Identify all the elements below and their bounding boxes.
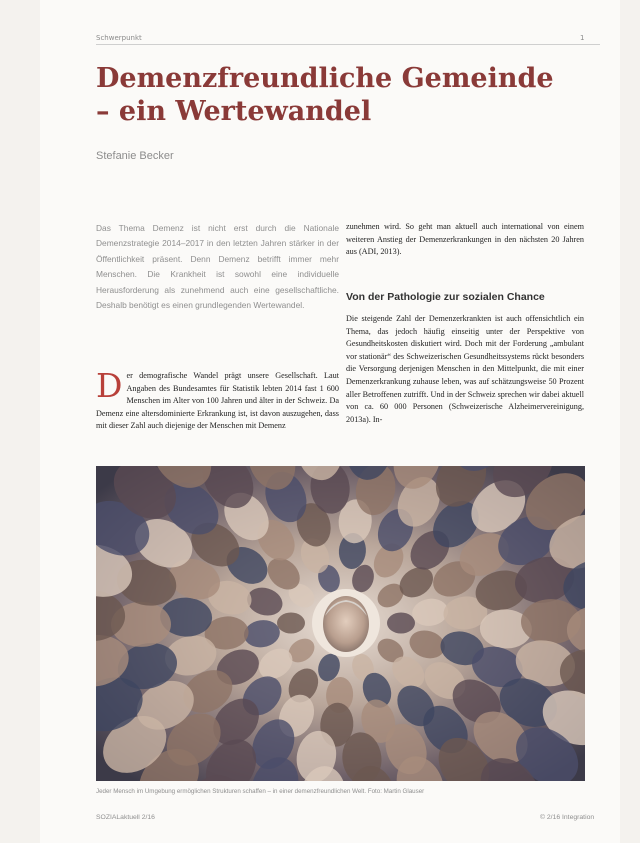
running-header-page-number: 1 — [580, 34, 585, 42]
body-column-2-top: zunehmen wird. So geht man aktuell auch international von einem weiteren Anstieg der Demenzerkrankungen in den nächsten 20 Jahren aus (ADI, 2013). — [346, 222, 584, 257]
lead-paragraph: Das Thema Demenz ist nicht erst durch die Nationale Demenzstrategie 2014–2017 in den letzten Jahren stärker in der Öffentlichkeit präsent. Denn Demenz betrifft immer mehr Menschen. Die Krankheit ist sowohl eine individuelle Herausforderung als zunehmend auch eine gesellschaftliche. Deshalb benötigt es einen grundlegenden Wertewandel. — [96, 223, 339, 311]
article-title: Demenzfreundliche Gemeinde – ein Wertewandel — [96, 63, 554, 127]
footer-left: SOZIALaktuell 2/16 — [96, 814, 155, 821]
body-text-1: er demografische Wandel prägt unsere Gesellschaft. Laut Angaben des Bundesamtes für Statistik lebten 2014 fast 1 600 Menschen im Alter von 100 Jahren und älter in der Schweiz. Da Demenz eine altersdominierte Erkrankung ist, ist davon auszugehen, dass mit dieser Zahl auch diejenige der Menschen mit Demenz — [96, 371, 339, 431]
header-rule — [96, 44, 600, 45]
kaleidoscope-tile — [387, 613, 415, 634]
running-header-section: Schwerpunkt — [96, 34, 142, 42]
kaleidoscope-portrait-collage-icon — [96, 466, 585, 781]
kaleidoscope-tile — [277, 613, 305, 634]
section-subheading: Von der Pathologie zur sozialen Chance — [346, 291, 545, 303]
photo-caption: Jeder Mensch im Umgebung ermöglichen Strukturen schaffen – in einer demenzfreundlichen Welt. Foto: Martin Glauser — [96, 788, 425, 795]
article-author: Stefanie Becker — [96, 150, 174, 162]
body-column-2: Die steigende Zahl der Demenzerkrankten ist auch offensichtlich ein Thema, das jedoch häufig einseitig unter der Perspektive von Gesundheitskosten diskutiert wird. Doch mit der Forderung „ambulant vor stationär“ des Schweizerischen Gesundheitssystems rückt besonders die Versorgung derjenigen Menschen in den Mittelpunkt, die mit einer Demenzerkrankung zuhause leben, was auf schätzungsweise 50 Prozent aller Betroffenen zutrifft. Und in der Schweiz sprechen wir dabei aktuell von ca. 60 000 Personen (Schweizerische Alzheimervereinigung, 2013a). In- — [346, 314, 584, 424]
footer-right: © 2/16 Integration — [540, 814, 595, 821]
body-column-1 — [96, 366, 339, 433]
kaleidoscope-photo — [96, 466, 585, 781]
drop-cap: D — [96, 366, 123, 405]
